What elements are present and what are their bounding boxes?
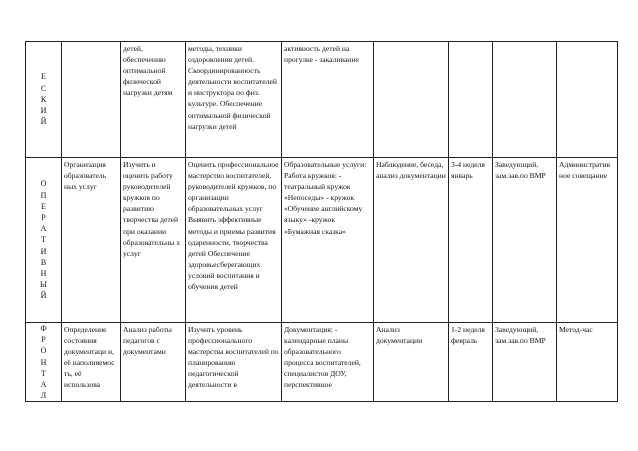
section-letter: Т <box>41 368 46 378</box>
section-letter: Ы <box>40 280 47 290</box>
plan-table <box>25 41 618 402</box>
cell-task: детей, обеспечению оптимальной физической нагрузки детям <box>121 42 186 158</box>
section-letter: Ф <box>40 324 47 333</box>
section-letter: Е <box>41 201 46 211</box>
section-letter: Р <box>41 335 46 345</box>
section-letter: Т <box>41 235 46 245</box>
table-row <box>26 323 618 402</box>
section-letter: Л <box>40 391 47 401</box>
section-letter: А <box>40 380 47 390</box>
section-label <box>26 42 62 158</box>
section-letter: Н <box>40 357 47 367</box>
cell-content: Образовательные услуги: Работа кружков: - театральный кружок «Непоседы» - кружок «Обучение английскому языку» -кружок «Бумажная сказка» <box>282 158 374 323</box>
section-letter: К <box>40 94 47 104</box>
section-letter: Н <box>40 269 47 278</box>
section-letter: О <box>40 179 47 189</box>
section-letter: О <box>40 346 47 356</box>
section-letter: Р <box>41 212 46 222</box>
table-row <box>26 42 618 158</box>
cell-content: Документация: - календарные планы образовательного процесса воспитателей, специалистов ДОУ, перспективное <box>282 323 374 402</box>
section-letter: П <box>40 190 47 200</box>
cell-period <box>449 42 493 158</box>
section-letter: Й <box>40 291 47 301</box>
cell-task: Анализ работы педагогов с документами <box>121 323 186 402</box>
cell-responsible: Заведующий, зам.зав.по ВМР <box>493 323 557 402</box>
cell-content: активность детей на прогулке - закаливание <box>282 42 374 158</box>
section-letter: И <box>40 106 47 116</box>
section-letter: Й <box>40 117 47 127</box>
cell-responsible: Заведующий, зам.зав.по ВМР <box>493 158 557 323</box>
cell-period: 3-4 неделя январь <box>449 158 493 323</box>
cell-goal: Изучить уровень профессионального мастерства воспитателей по планированию педагогической деятельности в <box>186 323 282 402</box>
cell-responsible <box>493 42 557 158</box>
section-letter: С <box>40 83 47 93</box>
cell-method: Анализ документации <box>374 323 449 402</box>
cell-task: Изучить и оценить работу руководителей кружков по развитию творчества детей при оказании образовательны х услуг <box>121 158 186 323</box>
section-label <box>26 323 62 402</box>
section-letter: В <box>40 257 47 267</box>
section-letter: И <box>40 246 47 256</box>
document-page <box>25 41 617 402</box>
cell-method <box>374 42 449 158</box>
section-letter: Е <box>41 72 46 82</box>
cell-method: Наблюдение, беседа, анализ документации <box>374 158 449 323</box>
cell-goal: Оценить профессиональное мастерство воспитателей, руководителей кружков, по организации образовательных услуг Выявить эффективные методы и приемы развития одаренности, творчества детей Обеспечение здоровьесберегающих условий воспитания и обучения детей <box>186 158 282 323</box>
section-label <box>26 158 62 323</box>
cell-activity <box>62 42 121 158</box>
cell-goal: методы, техники оздоровления детей. Скоординированность деятельности воспитателей и инструктора по физ. культуре. Обеспечение оптимальной физической нагрузки детей <box>186 42 282 158</box>
section-letter: А <box>40 224 47 234</box>
cell-outcome <box>557 42 618 158</box>
table-row <box>26 158 618 323</box>
cell-period: 1-2 неделя февраль <box>449 323 493 402</box>
cell-outcome: Административ ное совещание <box>557 158 618 323</box>
cell-activity: Определение состояния документаци и, её наполняемос ть, её использова <box>62 323 121 402</box>
cell-activity: Организация образователь ных услуг <box>62 158 121 323</box>
cell-outcome: Метод-час <box>557 323 618 402</box>
